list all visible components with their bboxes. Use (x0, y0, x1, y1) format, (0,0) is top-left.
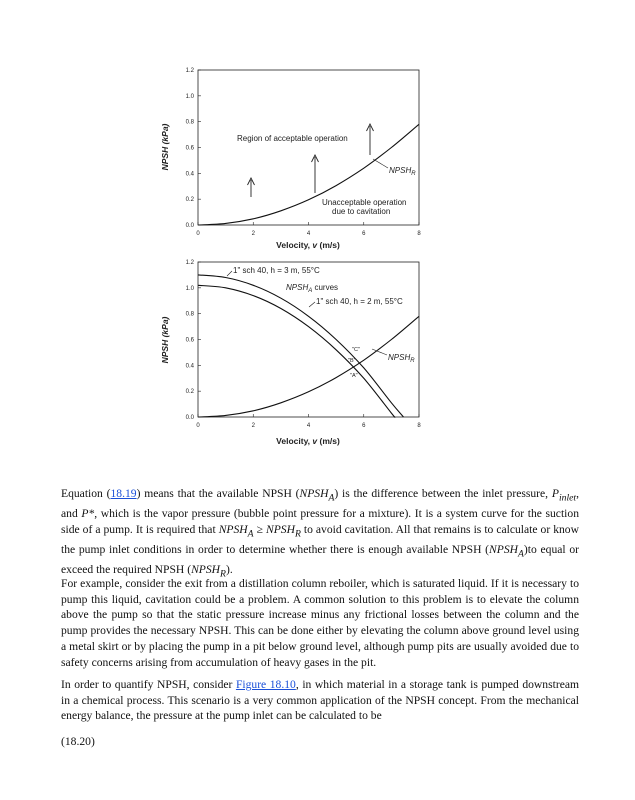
top-npshr-label: $NPSH_R$ (389, 166, 416, 177)
top-arrow-1 (248, 178, 255, 197)
bottom-h2-label: 1" sch 40, h = 2 m, 55°C (316, 297, 403, 306)
top-y-axis-label: NPSH (kPa) (160, 123, 170, 171)
bottom-x-tick-label: 8 (417, 423, 421, 429)
equation-18-19-link[interactable]: 18.19 (110, 487, 137, 500)
top-y-tick-label: 1.2 (185, 68, 194, 74)
equation-number: (18.20) (61, 735, 95, 748)
top-y-tick-label: 1.0 (185, 93, 194, 100)
top-x-tick-label: 0 (196, 231, 200, 237)
bottom-npshr-label: $NPSH_R$ (388, 353, 415, 364)
top-unacceptable-line1: Unacceptable operation (322, 198, 407, 207)
top-x-tick-label: 8 (417, 231, 421, 237)
bottom-y-tick-label: 0.2 (185, 389, 194, 396)
bottom-y-tick-label: 0.0 (185, 415, 194, 421)
top-y-tick-label: 0.8 (185, 119, 194, 126)
bottom-y-tick-label: 0.8 (185, 311, 194, 318)
bottom-y-tick-label: 1.2 (185, 260, 194, 266)
point-c-label: "C" (352, 347, 360, 353)
bottom-y-tick-label: 1.0 (185, 285, 194, 292)
bottom-chart (160, 260, 421, 446)
bottom-x-axis-label: Velocity, v (m/s) (276, 436, 340, 446)
bottom-y-axis-label: NPSH (kPa) (160, 316, 170, 364)
top-x-tick-label: 6 (362, 231, 366, 237)
top-region-acceptable-label: Region of acceptable operation (237, 134, 348, 143)
top-x-axis-label: Velocity, v (m/s) (276, 240, 340, 250)
bottom-y-tick-label: 0.6 (185, 337, 194, 344)
top-x-tick-label: 2 (251, 231, 255, 237)
paragraph-1: Equation (18.19) means that the available NPSH $(NPSH_A)$ is the difference between the inlet pressure, $P_{inlet}$, and P*, which is the vapor pressure (bubble point pressure for a mixture). It is a system curve for the suction side of a pump. It is required that $NPSH_A$ ≥ $NPSH_R$ to avoid cavitation. All that remains is to calculate or know the pump inlet conditions in order to determine whether there is enough available NPSH $(NPSH_A)to$ equal or exceed the required NPSH $(NPSH_R)$. (61, 487, 580, 580)
point-b-label: "B" (348, 358, 356, 364)
top-arrow-2 (312, 155, 319, 193)
bottom-npsha-curves-label: $NPSH_A$ curves (286, 283, 339, 294)
bottom-h3-leader (227, 271, 232, 276)
top-chart (160, 68, 421, 250)
top-unacceptable-line2: due to cavitation (332, 207, 391, 216)
paragraph-2: For example, consider the exit from a distillation column reboiler, which is saturated liquid. If it is necessary to pump this liquid, cavitation could be a problem. A common solution to this problem is to elevate the column above the pump so that the static pressure increase minus any frictional losses between the column and the pump provides the necessary NPSH. This can be done either by elevating the column above ground level using a metal skirt or by placing the pump in a pit below ground level, although pump pits are usually avoided due to safety concerns arising from accumulation of heavy gases in the pit. (61, 577, 579, 669)
bottom-h3-label: 1" sch 40, h = 3 m, 55°C (233, 266, 320, 275)
top-x-tick-label: 4 (306, 231, 311, 237)
top-arrow-3 (367, 124, 374, 155)
top-y-tick-label: 0.6 (185, 145, 194, 152)
bottom-x-tick-label: 4 (306, 423, 311, 429)
bottom-x-tick-label: 0 (196, 423, 200, 429)
figure-18-10-link[interactable]: Figure 18.10 (235, 678, 296, 691)
top-y-tick-label: 0.4 (185, 171, 194, 178)
top-y-tick-label: 0.2 (185, 197, 194, 204)
top-npshr-leader (373, 159, 388, 168)
top-y-tick-label: 0.0 (185, 223, 194, 229)
paragraph-3: In order to quantify NPSH, consider Figure 18.10, in which material in a storage tank is pumped downstream in a chemical process. This scenario is a very common application of the NPSH concept. From the mechanical energy balance, the pressure at the pump inlet can be calculated to be (61, 678, 579, 723)
bottom-plot-frame (198, 262, 419, 417)
bottom-npshr-curve (198, 316, 419, 417)
point-a-label: "A" (350, 373, 358, 379)
bottom-x-tick-label: 2 (251, 423, 255, 429)
bottom-y-tick-label: 0.4 (185, 363, 194, 370)
bottom-h2-leader (309, 302, 315, 307)
bottom-x-tick-label: 6 (362, 423, 366, 429)
